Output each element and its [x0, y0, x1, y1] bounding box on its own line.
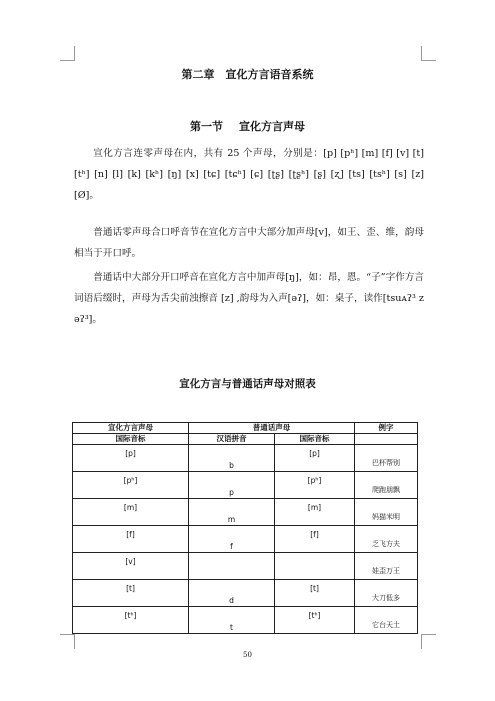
cell-ipa: [tʰ] [124, 611, 137, 620]
cell-ipa-putonghua: [tʰ] [308, 611, 321, 620]
header-ipa-putonghua: 国际音标 [275, 434, 355, 445]
cell-examples: 它台天土 [372, 621, 400, 629]
header-xuanhua-initials: 宣化方言声母 [73, 423, 189, 434]
table-row [73, 607, 418, 634]
section-title: 宣化方言声母 [239, 120, 305, 133]
cell-ipa-putonghua: [f] [310, 530, 319, 539]
table-row [73, 472, 418, 499]
cell-examples: 爬跑朋飘 [372, 486, 400, 494]
cell-ipa-putonghua: [t] [310, 584, 319, 593]
cell-examples: 妈猫米明 [372, 513, 400, 521]
cell-ipa: [m] [123, 503, 138, 512]
table-row [73, 445, 418, 472]
initials-comparison-table [72, 422, 418, 634]
header-ipa: 国际音标 [73, 434, 189, 445]
cell-pinyin: t [230, 623, 233, 632]
table-header-row-2 [73, 434, 418, 445]
cell-ipa: [t] [126, 584, 135, 593]
cell-ipa: [p] [125, 449, 136, 458]
cell-pinyin: d [229, 596, 234, 605]
paragraph-zero-initial-v: 普通话零声母合口呼音节在宣化方言中大部分加声母[v]，如王、歪、维，韵母相当于开口呼。 [74, 227, 424, 259]
header-examples-empty [355, 434, 418, 445]
crop-mark-top-right [421, 46, 436, 61]
crop-mark-bottom-right [421, 634, 436, 649]
section-label: 第一节 [190, 120, 223, 133]
cell-ipa-putonghua: [p] [309, 449, 320, 458]
table-header-row-1 [73, 423, 418, 434]
cell-pinyin: m [227, 515, 236, 524]
cell-examples: 巴杯帮别 [372, 459, 400, 467]
cell-pinyin: p [229, 488, 234, 497]
table-row [73, 499, 418, 526]
cell-ipa-putonghua: [pʰ] [307, 476, 322, 485]
page-number: 50 [243, 651, 252, 659]
cell-pinyin: b [229, 461, 234, 470]
chapter-title: 第二章 宣化方言语音系统 [181, 68, 314, 81]
cell-examples: 大刀低多 [372, 594, 400, 602]
table-title: 宣化方言与普通话声母对照表 [179, 378, 316, 390]
paragraph-ng-and-zi: 普通话中大部分开口呼音在宣化方言中加声母[ŋ]，如：昂，恩。“子”字作方言词语后缀时，声母为舌尖前浊擦音 [z] ,韵母为入声[əʔ]，如：桌子，读作[tsuᴀʔ³ z əʔ³]。 [74, 272, 424, 325]
table-row [73, 553, 418, 580]
paragraph-initials-list: 宣化方言连零声母在内，共有 25 个声母，分别是：[p] [pʰ] [m] [f] [v] [t] [tʰ] [n] [l] [k] [kʰ] [ŋ] [x] [tɕ] [tɕʰ] [ɕ] [ʈʂ] [ʈʂʰ] [ʂ] [ʐ] [ts] [tsʰ] [s] [z] [Ø]。 [74, 148, 424, 201]
cell-ipa: [v] [125, 557, 136, 566]
table-row [73, 526, 418, 553]
cell-pinyin: f [230, 542, 233, 551]
crop-mark-top-left [60, 46, 75, 61]
crop-mark-bottom-left [60, 634, 75, 649]
section-heading [0, 118, 495, 134]
header-putonghua-initials: 普通话声母 [189, 423, 355, 434]
header-pinyin: 汉语拼音 [189, 434, 275, 445]
cell-ipa: [f] [126, 530, 135, 539]
cell-examples: 娃歪万王 [372, 567, 400, 575]
cell-examples: 乏飞方夫 [372, 540, 400, 548]
header-examples: 例字 [355, 423, 418, 434]
cell-ipa-putonghua: [m] [307, 503, 322, 512]
table-row [73, 580, 418, 607]
cell-ipa: [pʰ] [123, 476, 138, 485]
